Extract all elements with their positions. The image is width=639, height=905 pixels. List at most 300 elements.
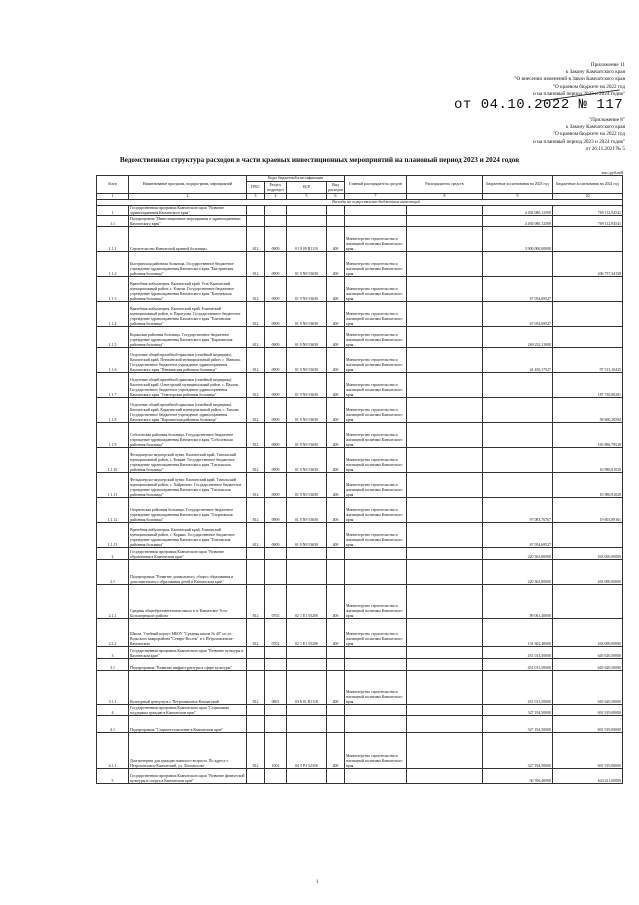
row-section: 0909: [265, 348, 287, 373]
row-recipient: [407, 523, 483, 548]
row-number: 2: [97, 548, 129, 560]
row-vr: 400: [327, 585, 345, 619]
row-manager: Министерство строительства и жилищной политики Камчатского края: [345, 348, 407, 373]
row-value-2024: 187 730,00201: [553, 373, 623, 398]
row-section: 0909: [265, 227, 287, 252]
table-row: [97, 327, 623, 348]
row-manager: Министерство строительства и жилищной политики Камчатского края: [345, 327, 407, 348]
col-number: 1: [97, 194, 129, 200]
row-value-2023: 67 054,69527: [483, 523, 553, 548]
row-recipient: [407, 585, 483, 619]
row-manager: Министерство строительства и жилищной политики Камчатского края: [345, 585, 407, 619]
row-manager: [345, 560, 407, 585]
row-value-2023: 220 363,80000: [483, 548, 553, 560]
row-name: Средняя общеобразовательная школа в п. Кавчатское Усть-Большерецкого района: [129, 585, 247, 619]
appendix2-line: "Приложение 8": [589, 117, 625, 123]
row-recipient: [407, 705, 483, 716]
row-value-2024: 645 620,50000: [553, 671, 623, 705]
row-manager: Министерство строительства и жилищной политики Камчатского края: [345, 423, 407, 448]
row-recipient: [407, 348, 483, 373]
row-section: 0909: [265, 473, 287, 498]
row-manager: Министерство строительства и жилищной политики Камчатского края: [345, 373, 407, 398]
row-name: Государственная программа Камчатского края "Развитие здравоохранения Камчатского края": [129, 205, 247, 216]
row-vr: 400: [327, 327, 345, 348]
row-section: 0702: [265, 619, 287, 647]
row-csr: 01 9 N9 53650: [287, 448, 327, 473]
row-csr: 01 9 N9 53650: [287, 423, 327, 448]
table-row: [97, 705, 623, 716]
row-vr: [327, 705, 345, 716]
row-name: Отделение общей врачебной практики (семейной медицины). Камчатский край, Олюторский муниципальный район, с. Пахачи. Государственное бюджетное учреждение здравоохранения Камчатского края "Олюторская районная больница": [129, 373, 247, 398]
row-value-2023: [483, 423, 553, 448]
row-vr: 400: [327, 523, 345, 548]
row-grbs: [247, 769, 265, 784]
row-name: Озерновская районная больница. Государственное бюджетное учреждение здравоохранения Камчатского края "Озерновская районная больница": [129, 498, 247, 523]
row-recipient: [407, 548, 483, 560]
appendix2-line: "О краевом бюджете на 2022 год: [552, 131, 625, 138]
row-number: 1.1.5: [97, 327, 129, 348]
row-name: Дом-интернат для граждан пожилого возраста. По адресу г. Петропавловск-Камчатский, ул. Ломоносова: [129, 733, 247, 769]
table-row: [97, 277, 623, 302]
col-number: 6: [327, 194, 345, 200]
row-manager: Министерство строительства и жилищной политики Камчатского края: [345, 252, 407, 277]
row-vr: 400: [327, 671, 345, 705]
row-name: Фельдшерско-акушерский пункт. Камчатский край, Тигильский муниципальный район, с. Хайрюзово. Государственное бюджетное учреждение здравоохранения Камчатского края "Тигильская районная больница": [129, 473, 247, 498]
row-manager: [345, 548, 407, 560]
row-value-2023: 327 194,50000: [483, 705, 553, 716]
row-number: 2.1: [97, 560, 129, 585]
header-section: Раздел, подраздел: [265, 182, 287, 194]
row-name: Государственная программа Камчатского края "Развитие культуры в Камчатском крае": [129, 647, 247, 659]
row-value-2024: 16 980,81028: [553, 448, 623, 473]
row-value-2023: 4 492 080,12509: [483, 205, 553, 216]
appendix2-line: к Закону Камчатского края: [565, 124, 625, 131]
row-number: 1.1.2: [97, 252, 129, 277]
row-vr: 400: [327, 348, 345, 373]
row-section: [265, 716, 287, 733]
row-value-2023: 89 061,40000: [483, 585, 553, 619]
row-section: 0909: [265, 448, 287, 473]
row-grbs: 812: [247, 671, 265, 705]
table-row: [97, 769, 623, 784]
table-row: [97, 523, 623, 548]
row-section: 0909: [265, 373, 287, 398]
row-vr: 400: [327, 448, 345, 473]
row-csr: [287, 548, 327, 560]
row-value-2024: 16 980,81028: [553, 473, 623, 498]
row-grbs: 812: [247, 302, 265, 327]
row-section: 0909: [265, 398, 287, 423]
row-name: Подпрограмма "Развитие инфраструктуры в сфере культуры": [129, 659, 247, 671]
row-recipient: [407, 498, 483, 523]
row-recipient: [407, 671, 483, 705]
row-vr: [327, 548, 345, 560]
header-csr: ЦСР: [287, 182, 327, 194]
row-csr: [287, 705, 327, 716]
table-row: [97, 373, 623, 398]
row-value-2024: 645 620,50000: [553, 647, 623, 659]
row-value-2024: [553, 277, 623, 302]
row-number: 4.1.1: [97, 733, 129, 769]
row-section: [265, 659, 287, 671]
row-number: 3.1.1: [97, 671, 129, 705]
row-value-2024: 263 000,00000: [553, 548, 623, 560]
row-value-2023: 30 706,40000: [483, 769, 553, 784]
row-name: Государственная программа Камчатского края "Развитие физической культуры и спорта в Камчатском крае": [129, 769, 247, 784]
row-name: Врачебная амбулатория. Камчатский край, Елизовский муниципальный район, с. Коряки. Государственное бюджетное учреждение здравоохранения Камчатского края "Елизовская районная больница": [129, 523, 247, 548]
unit-label: тыс.рублей: [601, 170, 623, 175]
header-2023: Бюджетные ассигнования на 2023 год: [483, 176, 553, 194]
row-name: Отделение общей врачебной практики (семейной медицины). Камчатский край, Пенжинский муниципальный район, с. Манилы. Государственное бюджетное учреждение здравоохранения Камчатского края "Пенжинская районная больница": [129, 348, 247, 373]
row-manager: Министерство строительства и жилищной политики Камчатского края: [345, 733, 407, 769]
row-name: Культурный центр вуза г. Петропавловск-Камчатский: [129, 671, 247, 705]
row-recipient: [407, 619, 483, 647]
row-value-2024: 691 919,00000: [553, 733, 623, 769]
row-name: Фельдшерско-акушерский пункт. Камчатский край, Тигильский муниципальный район, с. Ковран. Государственное бюджетное учреждение здравоохранения Камчатского края "Тигильская районная больница": [129, 448, 247, 473]
row-value-2023: 3 900 000,00000: [483, 227, 553, 252]
header-2024: Бюджетные ассигнования на 2024 год: [553, 176, 623, 194]
row-value-2023: 451 013,50000: [483, 647, 553, 659]
row-number: 1.1.6: [97, 348, 129, 373]
row-number: 1.1.1: [97, 227, 129, 252]
row-vr: 400: [327, 423, 345, 448]
row-section: 0909: [265, 523, 287, 548]
row-csr: [287, 716, 327, 733]
table-row: [97, 348, 623, 373]
row-section: 0909: [265, 423, 287, 448]
row-value-2024: [553, 227, 623, 252]
row-csr: 02 1 E1 55200: [287, 585, 327, 619]
row-section: 0909: [265, 327, 287, 348]
row-number: 1.1.8: [97, 398, 129, 423]
row-number: 5: [97, 769, 129, 784]
row-grbs: [247, 659, 265, 671]
row-manager: Министерство строительства и жилищной политики Камчатского края: [345, 302, 407, 327]
row-number: 3: [97, 647, 129, 659]
budget-table: [96, 175, 623, 784]
row-vr: [327, 216, 345, 227]
row-manager: [345, 216, 407, 227]
row-number: 2.1.1: [97, 585, 129, 619]
row-recipient: [407, 373, 483, 398]
table-row: [97, 716, 623, 733]
row-value-2024: 691 919,00000: [553, 716, 623, 733]
row-recipient: [407, 423, 483, 448]
row-name: Подпрограмма "Инвестиционные мероприятия в здравоохранении Камчатского края": [129, 216, 247, 227]
row-csr: 01 9 N9 53650: [287, 277, 327, 302]
header-recipient: Распорядитель средств: [407, 176, 483, 194]
table-row: [97, 423, 623, 448]
row-name: Строительство Камчатской краевой больницы: [129, 227, 247, 252]
row-csr: 01 9 N9 53650: [287, 327, 327, 348]
row-value-2023: 327 194,50000: [483, 716, 553, 733]
row-value-2024: 206 757,34158: [553, 252, 623, 277]
row-grbs: 812: [247, 733, 265, 769]
row-value-2023: 67 054,69527: [483, 277, 553, 302]
appendix-line: "О краевом бюджете на 2022 год: [552, 83, 625, 90]
row-csr: 01 9 N9 53650: [287, 302, 327, 327]
row-number: 1.1: [97, 216, 129, 227]
row-csr: [287, 216, 327, 227]
table-row: [97, 252, 623, 277]
row-grbs: [247, 560, 265, 585]
row-manager: Министерство строительства и жилищной политики Камчатского края: [345, 448, 407, 473]
row-grbs: 812: [247, 277, 265, 302]
row-grbs: 812: [247, 227, 265, 252]
row-csr: [287, 560, 327, 585]
row-vr: 400: [327, 373, 345, 398]
row-vr: 400: [327, 498, 345, 523]
row-value-2023: [483, 473, 553, 498]
row-value-2023: 451 013,50000: [483, 659, 553, 671]
row-value-2023: 4 492 080,12509: [483, 216, 553, 227]
row-grbs: 812: [247, 523, 265, 548]
row-section: 0909: [265, 277, 287, 302]
row-section: 0801: [265, 671, 287, 705]
row-recipient: [407, 252, 483, 277]
row-manager: Министерство строительства и жилищной политики Камчатского края: [345, 473, 407, 498]
document-title: Ведомственная структура расходов в части краевых инвестиционных мероприятий на плановый период 2023 и 2024 годов: [119, 156, 520, 164]
table-row: [97, 473, 623, 498]
row-value-2023: [483, 373, 553, 398]
row-csr: 01 9 N9 53650: [287, 348, 327, 373]
row-vr: [327, 716, 345, 733]
row-grbs: 812: [247, 423, 265, 448]
col-number: 4: [265, 194, 287, 200]
col-number: 8: [407, 194, 483, 200]
row-value-2024: 644 411,00000: [553, 769, 623, 784]
header-classification: Коды бюджетной классификации: [247, 176, 345, 182]
row-grbs: 812: [247, 398, 265, 423]
table-row: [97, 733, 623, 769]
table-row: [97, 560, 623, 585]
table-row: [97, 398, 623, 423]
table-body: [97, 199, 623, 784]
row-number: 1.1.11: [97, 473, 129, 498]
row-vr: 400: [327, 619, 345, 647]
header-vr: Вид расходов: [328, 182, 343, 192]
header-grbs: ГРБС: [247, 182, 265, 194]
appendix2-line: и на плановый период 2023 и 2024 годов": [533, 138, 625, 145]
row-grbs: 812: [247, 585, 265, 619]
appendix2-header: [325, 117, 625, 153]
row-number: 1.1.4: [97, 302, 129, 327]
row-section: 0909: [265, 252, 287, 277]
row-value-2024: 691 919,00000: [553, 705, 623, 716]
row-csr: 04 5 P3 52350: [287, 733, 327, 769]
row-value-2023: [483, 252, 553, 277]
row-manager: Министерство строительства и жилищной политики Камчатского края: [345, 277, 407, 302]
row-recipient: [407, 302, 483, 327]
row-recipient: [407, 227, 483, 252]
row-grbs: [247, 216, 265, 227]
row-grbs: 812: [247, 252, 265, 277]
row-vr: [327, 647, 345, 659]
row-recipient: [407, 205, 483, 216]
table-row: [97, 227, 623, 252]
table-row: [97, 302, 623, 327]
appendix-line: "О внесении изменений в Закон Камчатского края: [514, 76, 625, 83]
row-value-2024: [553, 327, 623, 348]
table-row: [97, 205, 623, 216]
row-vr: [327, 560, 345, 585]
row-manager: [345, 205, 407, 216]
row-recipient: [407, 398, 483, 423]
row-manager: Министерство строительства и жилищной политики Камчатского края: [345, 398, 407, 423]
row-number: 2.1.2: [97, 619, 129, 647]
appendix2-line: от 26.11.2021 № 5: [585, 145, 625, 152]
row-name: Государственная программа Камчатского края "Развитие образования в Камчатском крае": [129, 548, 247, 560]
row-grbs: 812: [247, 373, 265, 398]
row-section: [265, 205, 287, 216]
appendix-header: [325, 62, 625, 98]
row-value-2024: [553, 585, 623, 619]
row-csr: [287, 205, 327, 216]
row-manager: [345, 659, 407, 671]
row-value-2023: 131 302,40000: [483, 619, 553, 647]
row-csr: 01 9 N9 53650: [287, 373, 327, 398]
appendix-line: к Закону Камчатского края: [565, 69, 625, 76]
row-value-2024: 769 112,94541: [553, 205, 623, 216]
row-recipient: [407, 327, 483, 348]
col-number: 2: [129, 194, 247, 200]
row-name: Школа. Учебный корпус МБОУ "Средняя школа № 40" по ул. Вольского микрорайона "Северо-Восток" в г. Петропавловске-Камчатском: [129, 619, 247, 647]
row-csr: 01 9 N9 53650: [287, 473, 327, 498]
row-value-2024: 165 886,79518: [553, 423, 623, 448]
row-name: Врачебная амбулатория. Камчатский край, Усть-Камчатский муниципальный район, с. Ключи. Государственное бюджетное учреждение здравоохранения Камчатского края "Ключевская районная больница": [129, 277, 247, 302]
row-number: 1: [97, 205, 129, 216]
row-name: Врачебная амбулатория. Камчатский край, Елизовский муниципальный район, п. Паратунка. Государственное бюджетное учреждение здравоохранения Камчатского края "Елизовская районная больница": [129, 302, 247, 327]
row-recipient: [407, 216, 483, 227]
row-number: 3.1: [97, 659, 129, 671]
row-vr: 400: [327, 398, 345, 423]
row-section: [265, 769, 287, 784]
row-section: [265, 705, 287, 716]
row-grbs: 812: [247, 498, 265, 523]
row-manager: [345, 647, 407, 659]
row-number: 1.1.12: [97, 498, 129, 523]
row-name: Соболевская районная больница. Государственное бюджетное учреждение здравоохранения Камчатского края "Соболевская районная больница": [129, 423, 247, 448]
row-vr: 400: [327, 302, 345, 327]
table-row: [97, 548, 623, 560]
row-name: Отделение общей врачебной практики (семейной медицины). Камчатский край, Карагинский муниципальный район, с. Тымлат. Государственное бюджетное учреждение здравоохранения Камчатского края "Карагинская районная больница": [129, 398, 247, 423]
row-section: 0702: [265, 585, 287, 619]
row-number: 1.1.10: [97, 448, 129, 473]
row-value-2024: 97 513,10435: [553, 348, 623, 373]
row-csr: 01 9 N9 53650: [287, 523, 327, 548]
row-csr: 01 9 09 R1110: [287, 227, 327, 252]
row-csr: [287, 647, 327, 659]
row-recipient: [407, 733, 483, 769]
row-section: [265, 560, 287, 585]
table-row: [97, 671, 623, 705]
row-grbs: 812: [247, 619, 265, 647]
row-grbs: 812: [247, 473, 265, 498]
row-value-2024: 19 603,89161: [553, 498, 623, 523]
col-number: 3: [247, 194, 265, 200]
row-csr: 03 6 01 R1110: [287, 671, 327, 705]
row-csr: [287, 659, 327, 671]
row-number: 1.1.3: [97, 277, 129, 302]
row-section: 1002: [265, 733, 287, 769]
col-number: 7: [345, 194, 407, 200]
row-grbs: [247, 716, 265, 733]
row-vr: [327, 205, 345, 216]
row-recipient: [407, 560, 483, 585]
table-row: [97, 659, 623, 671]
row-manager: [345, 716, 407, 733]
row-manager: Министерство строительства и жилищной политики Камчатского края: [345, 671, 407, 705]
row-section: 0909: [265, 302, 287, 327]
col-number: 10: [553, 194, 623, 200]
row-name: Быстринская районная больница. Государственное бюджетное учреждение здравоохранения Камчатского края "Быстринская районная больница": [129, 252, 247, 277]
row-value-2024: [553, 523, 623, 548]
row-manager: Министерство строительства и жилищной политики Камчатского края: [345, 227, 407, 252]
row-number: 1.1.13: [97, 523, 129, 548]
row-vr: 400: [327, 277, 345, 302]
row-value-2024: 769 112,94541: [553, 216, 623, 227]
row-recipient: [407, 769, 483, 784]
row-csr: 02 1 E1 55200: [287, 619, 327, 647]
appendix-line: Приложение 11: [590, 62, 625, 68]
row-vr: [327, 769, 345, 784]
row-value-2023: [483, 398, 553, 423]
row-grbs: [247, 647, 265, 659]
row-value-2023: [483, 448, 553, 473]
row-value-2024: 645 620,50000: [553, 659, 623, 671]
row-value-2024: 263 000,00000: [553, 619, 623, 647]
row-name: Государственная программа Камчатского края "Социальная поддержка граждан в Камчатском крае": [129, 705, 247, 716]
row-value-2024: 58 660,20594: [553, 398, 623, 423]
table-row: [97, 619, 623, 647]
appendix-line: и на плановый период 2023 и 2024 годов": [533, 90, 625, 97]
row-value-2023: 97 083,76767: [483, 498, 553, 523]
row-grbs: [247, 548, 265, 560]
row-section: [265, 548, 287, 560]
row-value-2023: 67 054,69527: [483, 302, 553, 327]
row-name: Подпрограмма "Старшее поколение в Камчатском крае": [129, 716, 247, 733]
row-number: 1.1.7: [97, 373, 129, 398]
row-value-2024: [553, 302, 623, 327]
col-number: 9: [483, 194, 553, 200]
table-row: [97, 448, 623, 473]
row-manager: [345, 705, 407, 716]
row-grbs: [247, 205, 265, 216]
row-csr: 01 9 N9 53650: [287, 398, 327, 423]
row-grbs: 812: [247, 448, 265, 473]
table-row: [97, 216, 623, 227]
header-num: №п/п: [97, 176, 129, 194]
row-vr: 400: [327, 252, 345, 277]
row-number: 4.1: [97, 716, 129, 733]
row-value-2023: 451 013,50000: [483, 671, 553, 705]
row-number: 1.1.9: [97, 423, 129, 448]
row-manager: Министерство строительства и жилищной политики Камчатского края: [345, 619, 407, 647]
header-name: Наименование программ, подпрограмм, мероприятий: [129, 176, 247, 194]
row-manager: Министерство строительства и жилищной политики Камчатского края: [345, 498, 407, 523]
row-section: [265, 647, 287, 659]
table-row: [97, 498, 623, 523]
row-value-2023: 327 194,50000: [483, 733, 553, 769]
row-grbs: [247, 705, 265, 716]
row-manager: [345, 769, 407, 784]
row-name: Подпрограмма "Развитие дошкольного, общего образования и дополнительного образования детей в Камчатском крае": [129, 560, 247, 585]
row-csr: 01 9 N9 53650: [287, 498, 327, 523]
row-number: 4: [97, 705, 129, 716]
row-recipient: [407, 277, 483, 302]
page-number: 1: [316, 880, 319, 885]
table-row: [97, 647, 623, 659]
